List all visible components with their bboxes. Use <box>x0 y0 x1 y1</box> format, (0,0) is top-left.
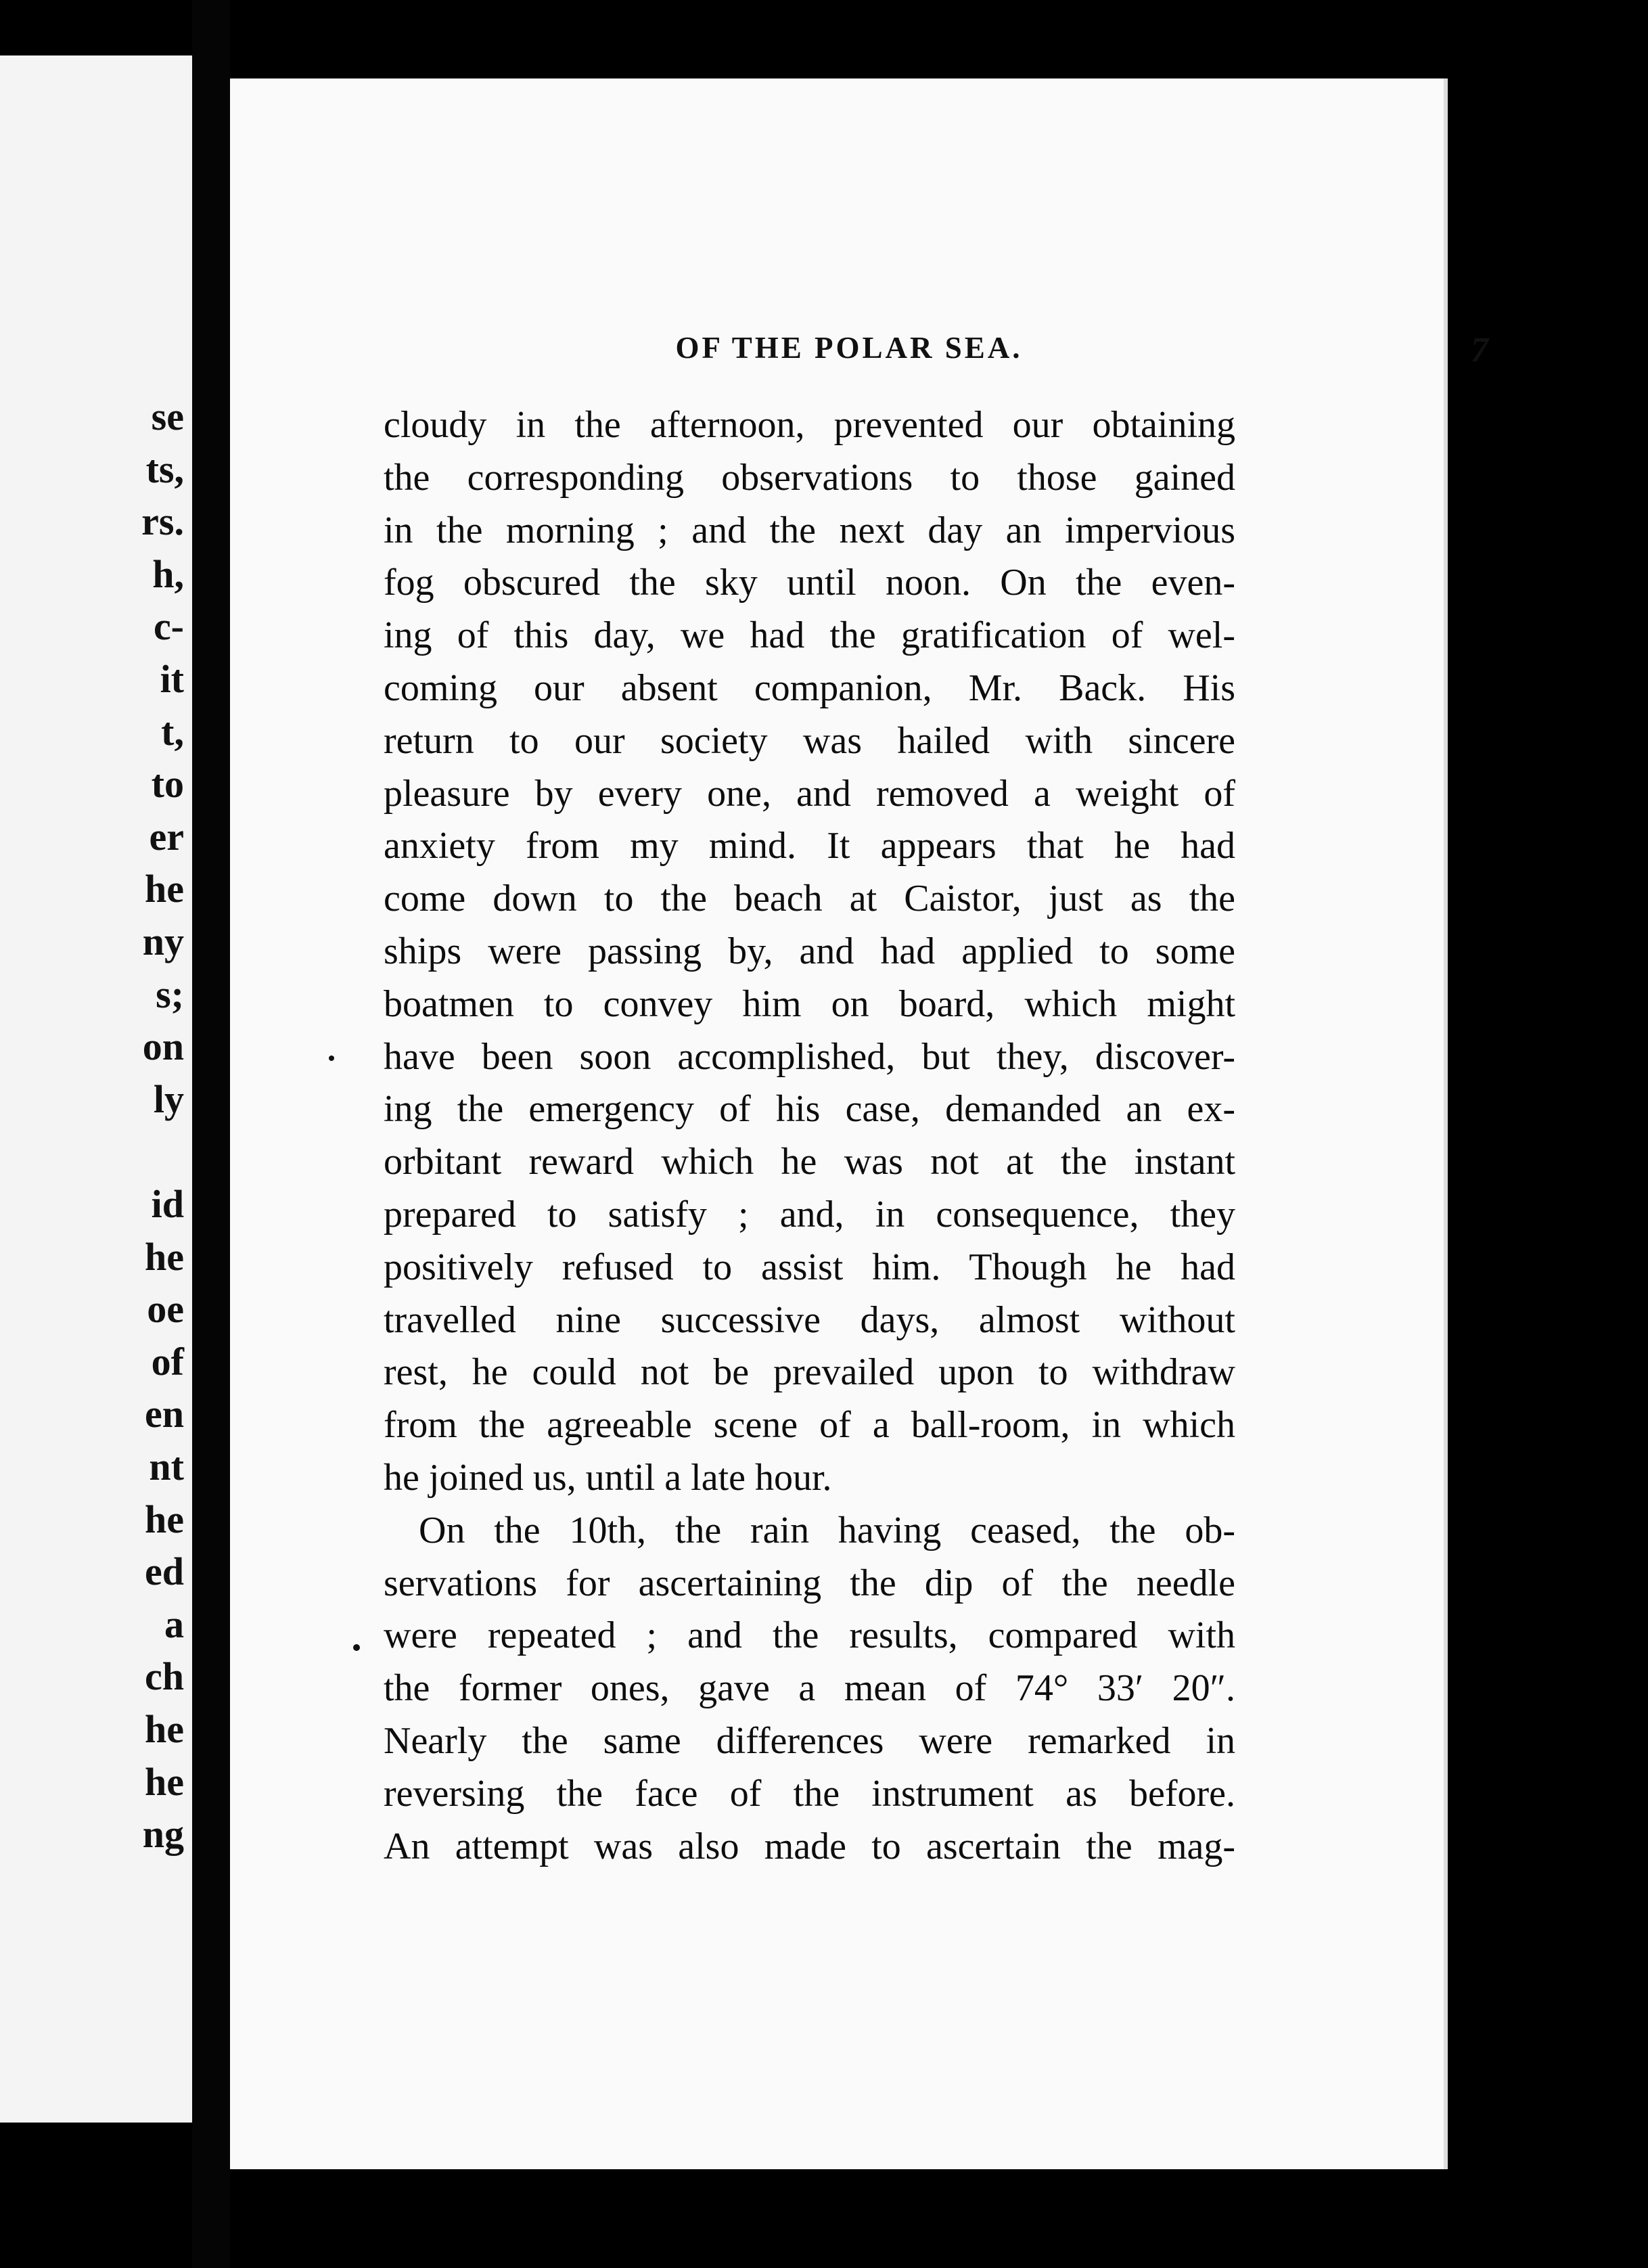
page-text <box>384 399 1235 1873</box>
text-line: the corresponding observations to those gained <box>384 456 1235 499</box>
text-line: ships were passing by, and had applied to some <box>384 930 1235 972</box>
text-line: reversing the face of the instrument as before. <box>384 1772 1235 1815</box>
running-head-title: OF THE POLAR SEA. <box>675 331 1023 365</box>
facing-page-fragment: to <box>151 762 184 807</box>
text-line: An attempt was also made to ascertain the mag- <box>384 1825 1235 1867</box>
text-line: ing of this day, we had the gratification of wel- <box>384 614 1235 657</box>
text-line: return to our society was hailed with sincere <box>384 719 1235 762</box>
running-head <box>379 330 1488 382</box>
facing-page-fragment: er <box>149 814 184 859</box>
text-line: in the morning ; and the next day an impervious <box>384 509 1235 551</box>
text-line: orbitant reward which he was not at the instant <box>384 1141 1235 1183</box>
facing-page <box>0 55 194 2123</box>
facing-page-fragment: it <box>160 657 184 701</box>
facing-page-fragment: ly <box>153 1076 184 1121</box>
facing-page-fragment: c- <box>153 604 184 649</box>
facing-page-fragment: of <box>151 1339 184 1384</box>
text-line: Nearly the same differences were remarked in <box>384 1719 1235 1762</box>
text-line: he joined us, until a late hour. <box>384 1456 832 1499</box>
text-line: fog obscured the sky until noon. On the even- <box>384 562 1235 604</box>
facing-page-fragment: he <box>145 1707 184 1751</box>
text-line: ing the emergency of his case, demanded an ex- <box>384 1088 1235 1131</box>
facing-page-fragment: ng <box>142 1812 184 1857</box>
facing-page-fragment: oe <box>147 1287 184 1332</box>
text-line: travelled nine successive days, almost without <box>384 1298 1235 1341</box>
text-line: boatmen to convey him on board, which might <box>384 982 1235 1025</box>
facing-page-fragment: he <box>145 867 184 911</box>
facing-page-fragment: on <box>142 1024 184 1069</box>
text-line: pleasure by every one, and removed a weight of <box>384 772 1235 815</box>
facing-page-fragment: t, <box>161 709 184 754</box>
facing-page-fragment: s; <box>156 972 184 1016</box>
facing-page-fragment: nt <box>149 1445 184 1489</box>
book-gutter <box>192 0 230 2268</box>
facing-page-fragment: he <box>145 1759 184 1804</box>
text-line: were repeated ; and the results, compared with <box>384 1614 1235 1657</box>
print-speck <box>353 1644 360 1651</box>
text-line: anxiety from my mind. It appears that he had <box>384 825 1235 867</box>
text-line: servations for ascertaining the dip of the needle <box>384 1562 1235 1604</box>
text-line: prepared to satisfy ; and, in consequence, they <box>384 1193 1235 1235</box>
text-line: the former ones, gave a mean of 74° 33′ 20″. <box>384 1667 1235 1710</box>
print-speck <box>329 1056 334 1061</box>
facing-page-fragment: en <box>145 1392 184 1436</box>
facing-page-fragment: he <box>145 1234 184 1279</box>
facing-page-fragment: rs. <box>141 499 184 544</box>
facing-page-fragment: id <box>151 1182 184 1226</box>
text-line: cloudy in the afternoon, prevented our obtaining <box>384 404 1235 446</box>
text-line: have been soon accomplished, but they, discover- <box>384 1035 1235 1078</box>
facing-page-fragment: ts, <box>145 447 184 491</box>
facing-page-fragment: ch <box>145 1654 184 1699</box>
facing-page-fragment: h, <box>152 551 184 596</box>
text-line: coming our absent companion, Mr. Back. His <box>384 666 1235 709</box>
page-number: 7 <box>1471 331 1488 369</box>
facing-page-fragment: ny <box>142 920 184 963</box>
facing-page-fragment: ed <box>145 1549 184 1594</box>
text-line: positively refused to assist him. Though he had <box>384 1246 1235 1288</box>
text-line: On the 10th, the rain having ceased, the ob- <box>419 1509 1235 1551</box>
text-line: rest, he could not be prevailed upon to withdraw <box>384 1351 1235 1394</box>
text-line: come down to the beach at Caistor, just as the <box>384 878 1235 920</box>
facing-page-fragment: he <box>145 1497 184 1541</box>
text-line: from the agreeable scene of a ball-room, in which <box>384 1404 1235 1447</box>
facing-page-fragment: se <box>151 394 184 438</box>
facing-page-fragment: a <box>164 1602 184 1646</box>
